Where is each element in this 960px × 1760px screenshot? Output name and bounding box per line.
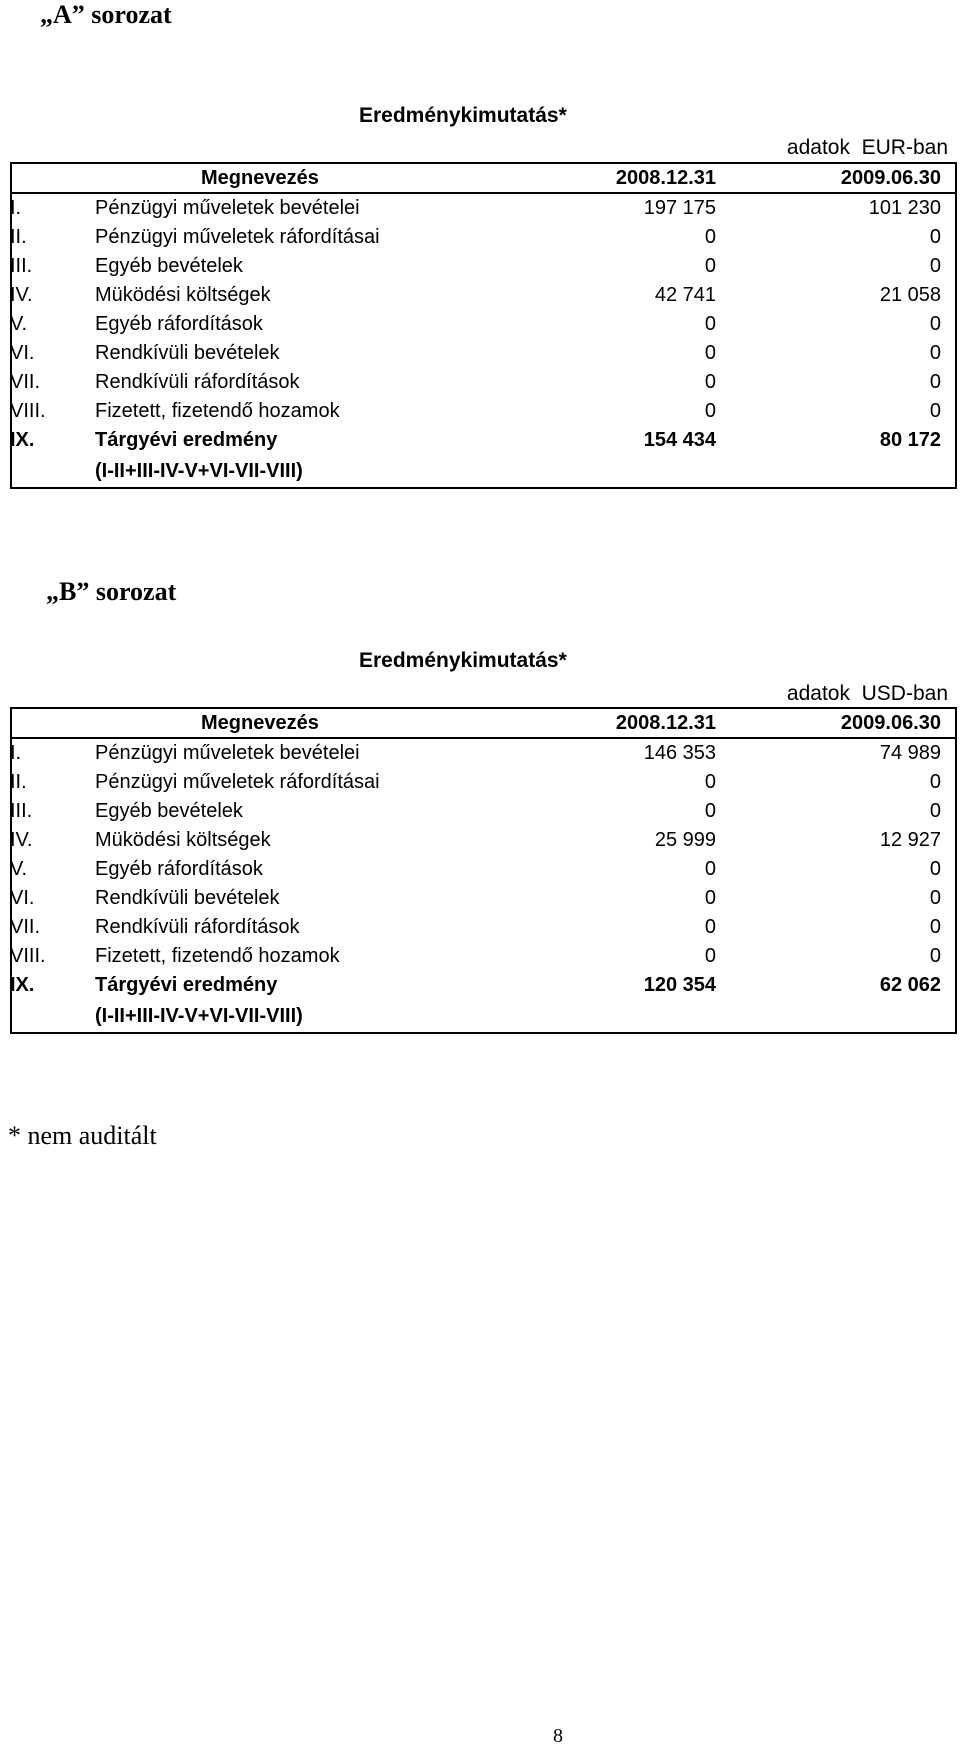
header-col-2008: 2008.12.31 [615,167,716,189]
row-value-2008: 0 [704,400,716,422]
row-value-2008: 0 [704,945,716,967]
row-value-2008: 0 [704,858,716,880]
row-value-2008: 0 [704,916,716,938]
row-name: Pénzügyi műveletek ráfordításai [95,771,380,793]
row-value-2008: 42 741 [654,284,716,306]
row-name: Fizetett, fizetendő hozamok [95,400,340,422]
row-value-2008: 25 999 [654,829,716,851]
table-total-row [10,426,957,487]
series-a-report-title: Eredménykimutatás* [359,104,567,127]
series-a-income-table [10,162,957,489]
row-value-2009: 101 230 [868,197,941,219]
row-number: II. [10,771,27,793]
header-col-2009: 2009.06.30 [840,167,941,189]
row-value-2009: 0 [929,313,941,335]
row-name: Rendkívüli bevételek [95,887,280,909]
row-name: Müködési költségek [95,284,271,306]
row-name: Egyéb ráfordítások [95,313,263,335]
row-value-2009: 0 [929,858,941,880]
row-number: III. [10,255,33,277]
table-row [10,797,957,826]
row-name: Pénzügyi műveletek bevételei [95,197,360,219]
total-value-2008: 154 434 [643,429,716,451]
series-b-title: „B” sorozat [46,577,177,606]
table-row [10,281,957,310]
row-value-2009: 0 [929,400,941,422]
table-row [10,942,957,971]
row-number: IV. [10,829,33,851]
total-value-2009: 62 062 [879,974,941,996]
series-a-unit-label: adatok EUR-ban [786,136,948,159]
table-row [10,368,957,397]
row-value-2008: 146 353 [643,742,716,764]
row-value-2009: 74 989 [879,742,941,764]
row-number: I. [10,742,22,764]
row-number: IV. [10,284,33,306]
row-value-2008: 0 [704,313,716,335]
row-value-2009: 0 [929,371,941,393]
page-number: 8 [553,1725,563,1747]
row-number: VIII. [10,945,46,967]
row-number: VIII. [10,400,46,422]
header-name: Megnevezés [201,712,319,734]
total-formula: (I-II+III-IV-V+VI-VII-VIII) [95,460,303,482]
row-name: Müködési költségek [95,829,271,851]
total-name: Tárgyévi eredmény [95,974,278,996]
row-value-2008: 0 [704,371,716,393]
row-value-2009: 21 058 [879,284,941,306]
row-name: Egyéb bevételek [95,255,243,277]
row-number: VII. [10,916,41,938]
row-number: IX. [10,429,35,451]
row-value-2008: 0 [704,226,716,248]
total-value-2009: 80 172 [879,429,941,451]
series-b-income-table [10,707,957,1034]
row-value-2009: 0 [929,342,941,364]
table-row [10,855,957,884]
table-header-row [10,709,957,739]
table-row [10,397,957,426]
table-row [10,252,957,281]
row-name: Pénzügyi műveletek bevételei [95,742,360,764]
row-number: VI. [10,887,35,909]
footnote: * nem auditált [8,1121,157,1150]
row-value-2009: 0 [929,771,941,793]
row-value-2008: 0 [704,771,716,793]
table-total-row [10,971,957,1032]
table-row [10,739,957,768]
row-name: Pénzügyi műveletek ráfordításai [95,226,380,248]
row-number: II. [10,226,27,248]
series-b-unit-label: adatok USD-ban [786,682,948,705]
table-header-row [10,164,957,194]
row-value-2009: 12 927 [879,829,941,851]
row-number: V. [10,858,28,880]
row-number: IX. [10,974,35,996]
row-name: Fizetett, fizetendő hozamok [95,945,340,967]
row-value-2009: 0 [929,887,941,909]
row-value-2008: 0 [704,342,716,364]
series-b-report-title: Eredménykimutatás* [359,649,567,672]
table-row [10,223,957,252]
table-row [10,310,957,339]
row-number: VII. [10,371,41,393]
row-name: Rendkívüli ráfordítások [95,916,300,938]
row-name: Egyéb bevételek [95,800,243,822]
table-row [10,339,957,368]
header-col-2009: 2009.06.30 [840,712,941,734]
row-number: V. [10,313,28,335]
row-value-2009: 0 [929,226,941,248]
total-name: Tárgyévi eredmény [95,429,278,451]
total-value-2008: 120 354 [643,974,716,996]
header-name: Megnevezés [201,167,319,189]
table-row [10,826,957,855]
row-number: I. [10,197,22,219]
row-name: Rendkívüli ráfordítások [95,371,300,393]
row-number: VI. [10,342,35,364]
row-value-2009: 0 [929,916,941,938]
total-formula: (I-II+III-IV-V+VI-VII-VIII) [95,1005,303,1027]
row-value-2008: 0 [704,255,716,277]
table-row [10,913,957,942]
table-row [10,884,957,913]
row-number: III. [10,800,33,822]
row-value-2009: 0 [929,945,941,967]
header-col-2008: 2008.12.31 [615,712,716,734]
series-a-title: „A” sorozat [40,0,172,29]
row-value-2009: 0 [929,800,941,822]
row-value-2008: 197 175 [643,197,716,219]
row-value-2008: 0 [704,800,716,822]
row-name: Rendkívüli bevételek [95,342,280,364]
row-name: Egyéb ráfordítások [95,858,263,880]
table-row [10,768,957,797]
table-row [10,194,957,223]
row-value-2009: 0 [929,255,941,277]
row-value-2008: 0 [704,887,716,909]
